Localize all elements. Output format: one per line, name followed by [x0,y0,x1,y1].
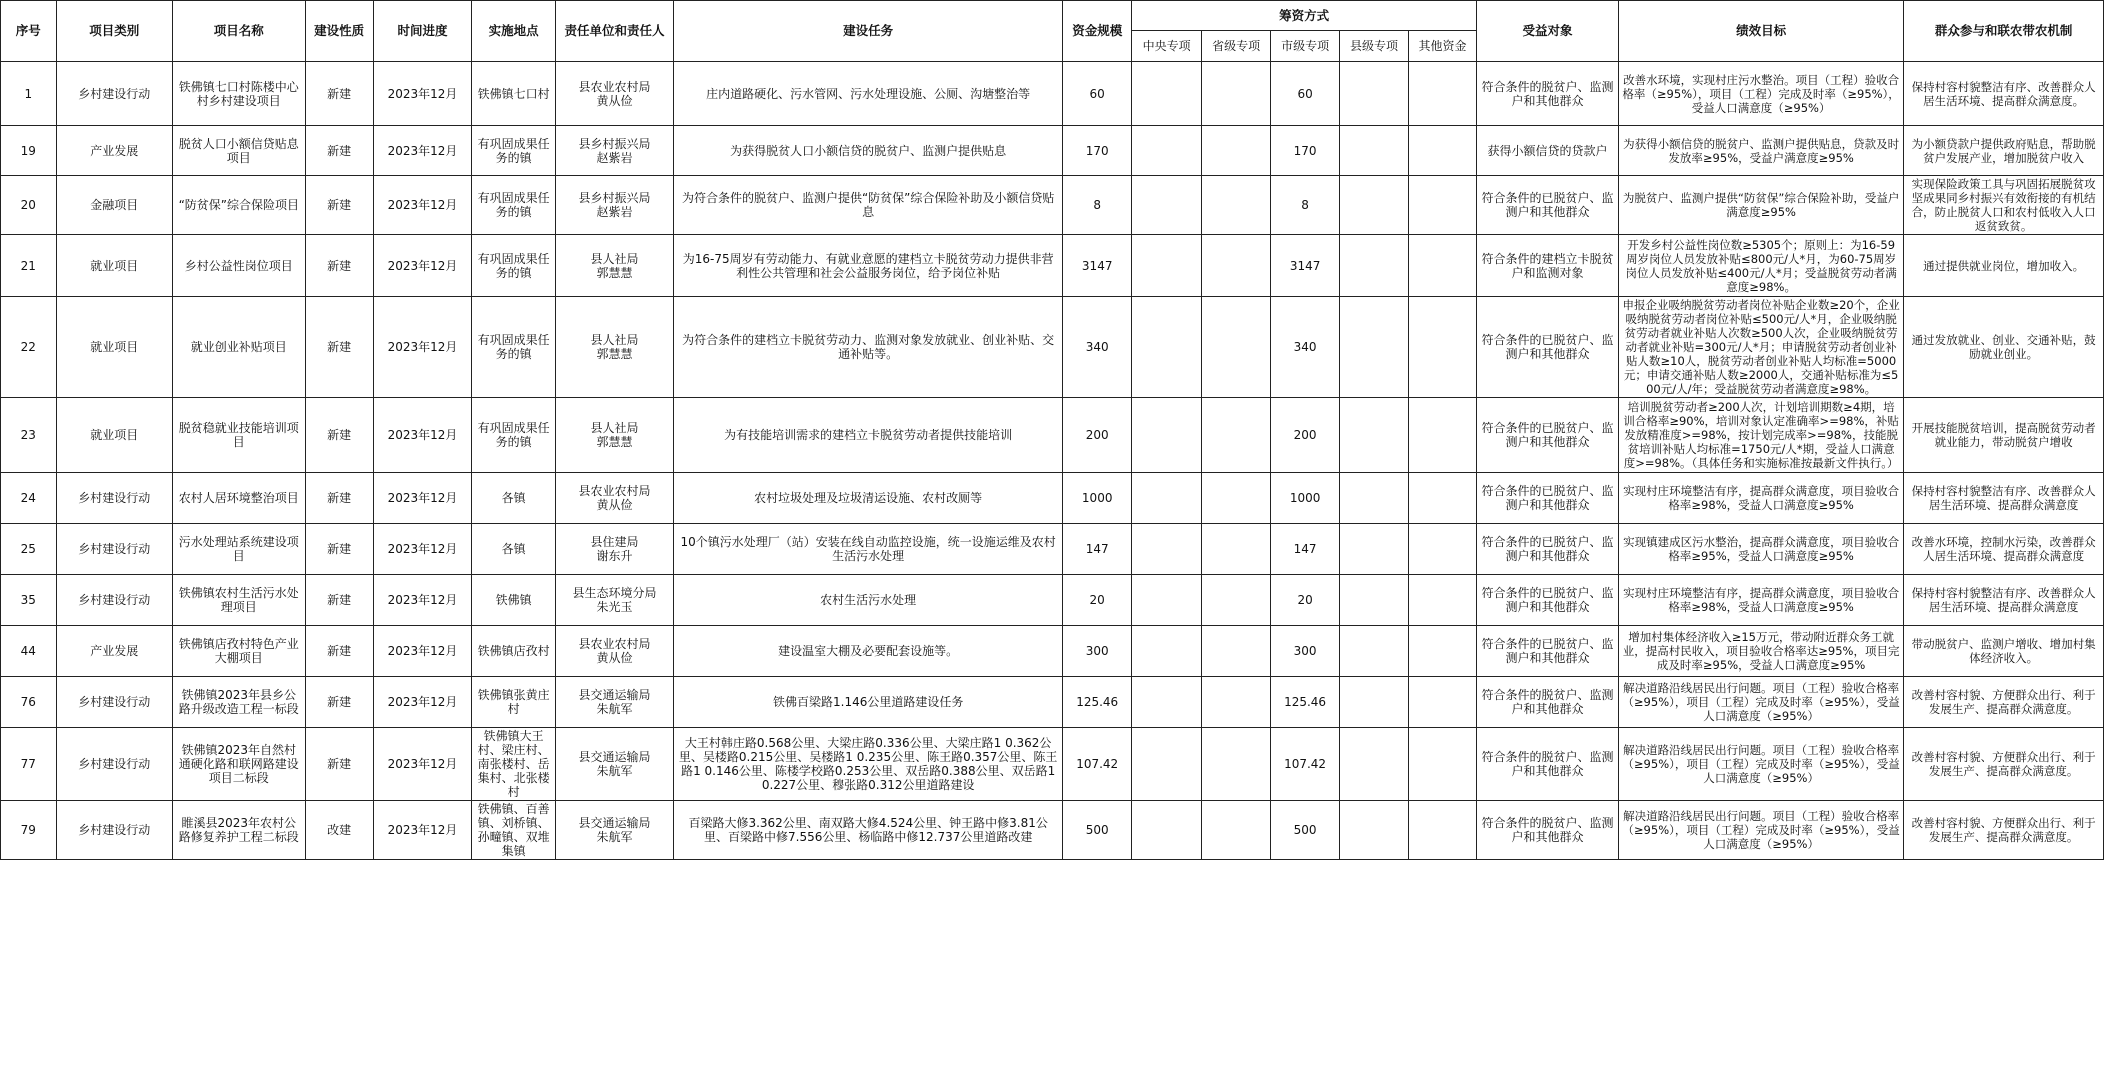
cell-nature: 改建 [305,801,373,860]
cell-provincial [1202,398,1271,473]
cell-municipal: 8 [1271,176,1340,235]
cell-county [1340,677,1409,728]
cell-target: 实现村庄环境整洁有序，提高群众满意度，项目验收合格率≥98%，受益人口满意度≥95% [1619,473,1904,524]
cell-other [1409,677,1477,728]
cell-nature: 新建 [305,473,373,524]
cell-target: 增加村集体经济收入≥15万元，带动附近群众务工就业，提高村民收入，项目验收合格率达≥95%，项目完成及时率≥95%，受益人口满意度≥95% [1619,626,1904,677]
cell-name: 铁佛镇店孜村特色产业大棚项目 [172,626,305,677]
cell-schedule: 2023年12月 [373,524,472,575]
cell-scale: 340 [1063,297,1132,398]
cell-beneficiary: 符合条件的已脱贫户、监测户和其他群众 [1477,473,1619,524]
table-row [1,524,2104,575]
cell-category: 就业项目 [56,398,172,473]
cell-name: 铁佛镇农村生活污水处理项目 [172,575,305,626]
cell-county [1340,473,1409,524]
header-category: 项目类别 [56,1,172,62]
cell-scale: 200 [1063,398,1132,473]
cell-seq: 22 [1,297,57,398]
cell-seq: 23 [1,398,57,473]
cell-target: 申报企业吸纳脱贫劳动者岗位补贴企业数≥20个，企业吸纳脱贫劳动者岗位补贴≤500元/人*月，企业吸纳脱贫劳动者就业补贴人次数≥500人次，企业吸纳脱贫劳动者就业补贴=300元/人*月；申请脱贫劳动者创业补贴人数≥10人，脱贫劳动者创业补贴人均标准=5000元；申请交通补贴人数≥2000人，交通补贴标准为≤500元/人/年；受益脱贫劳动者满意度≥98%。 [1619,297,1904,398]
header-other: 其他资金 [1409,31,1477,62]
cell-name: 污水处理站系统建设项目 [172,524,305,575]
cell-schedule: 2023年12月 [373,62,472,126]
table-row [1,626,2104,677]
cell-provincial [1202,801,1271,860]
cell-category: 乡村建设行动 [56,575,172,626]
cell-county [1340,297,1409,398]
cell-location: 铁佛镇 [472,575,555,626]
cell-task: 铁佛百梁路1.146公里道路建设任务 [674,677,1063,728]
cell-scale: 20 [1063,575,1132,626]
cell-county [1340,398,1409,473]
cell-category: 就业项目 [56,297,172,398]
cell-other [1409,297,1477,398]
cell-name: 就业创业补贴项目 [172,297,305,398]
cell-task: 农村垃圾处理及垃圾清运设施、农村改厕等 [674,473,1063,524]
cell-other [1409,62,1477,126]
cell-beneficiary: 符合条件的已脱贫户、监测户和其他群众 [1477,297,1619,398]
cell-location: 有巩固成果任务的镇 [472,176,555,235]
header-target: 绩效目标 [1619,1,1904,62]
cell-provincial [1202,473,1271,524]
cell-mechanism: 改善村容村貌、方便群众出行、利于发展生产、提高群众满意度。 [1904,728,2104,801]
cell-location: 铁佛镇张黄庄村 [472,677,555,728]
cell-nature: 新建 [305,235,373,297]
cell-beneficiary: 符合条件的脱贫户、监测户和其他群众 [1477,62,1619,126]
cell-scale: 170 [1063,126,1132,176]
cell-county [1340,801,1409,860]
cell-municipal: 1000 [1271,473,1340,524]
table-row [1,62,2104,126]
cell-owner: 县农业农村局 黄从俭 [555,473,673,524]
cell-seq: 35 [1,575,57,626]
cell-nature: 新建 [305,126,373,176]
cell-task: 10个镇污水处理厂（站）安装在线自动监控设施，统一设施运维及农村生活污水处理 [674,524,1063,575]
cell-category: 就业项目 [56,235,172,297]
cell-schedule: 2023年12月 [373,473,472,524]
cell-seq: 21 [1,235,57,297]
cell-task: 农村生活污水处理 [674,575,1063,626]
cell-owner: 县生态环境分局 朱光玉 [555,575,673,626]
cell-category: 乡村建设行动 [56,677,172,728]
cell-provincial [1202,297,1271,398]
table-row [1,801,2104,860]
cell-county [1340,575,1409,626]
cell-central [1132,176,1202,235]
cell-seq: 19 [1,126,57,176]
cell-location: 有巩固成果任务的镇 [472,398,555,473]
cell-beneficiary: 符合条件的脱贫户、监测户和其他群众 [1477,801,1619,860]
cell-mechanism: 保持村容村貌整洁有序、改善群众人居生活环境、提高群众满意度 [1904,575,2104,626]
cell-beneficiary: 符合条件的已脱贫户、监测户和其他群众 [1477,398,1619,473]
cell-municipal: 500 [1271,801,1340,860]
cell-provincial [1202,235,1271,297]
table-row [1,677,2104,728]
cell-location: 各镇 [472,473,555,524]
table-row [1,297,2104,398]
cell-central [1132,575,1202,626]
cell-beneficiary: 符合条件的建档立卡脱贫户和监测对象 [1477,235,1619,297]
cell-beneficiary: 符合条件的已脱贫户、监测户和其他群众 [1477,524,1619,575]
cell-location: 铁佛镇大王村、梁庄村、南张楼村、岳集村、北张楼村 [472,728,555,801]
header-name: 项目名称 [172,1,305,62]
cell-other [1409,235,1477,297]
cell-owner: 县住建局 谢东升 [555,524,673,575]
cell-owner: 县交通运输局 朱航军 [555,728,673,801]
table-row [1,728,2104,801]
cell-municipal: 170 [1271,126,1340,176]
cell-name: 脱贫人口小额信贷贴息项目 [172,126,305,176]
cell-schedule: 2023年12月 [373,297,472,398]
cell-municipal: 125.46 [1271,677,1340,728]
cell-name: 乡村公益性岗位项目 [172,235,305,297]
cell-owner: 县人社局 郭慧慧 [555,398,673,473]
cell-seq: 76 [1,677,57,728]
header-central: 中央专项 [1132,31,1202,62]
header-owner: 责任单位和责任人 [555,1,673,62]
cell-category: 乡村建设行动 [56,473,172,524]
cell-owner: 县农业农村局 黄从俭 [555,626,673,677]
cell-other [1409,473,1477,524]
cell-central [1132,473,1202,524]
cell-municipal: 107.42 [1271,728,1340,801]
cell-mechanism: 改善水环境，控制水污染，改善群众人居生活环境、提高群众满意度 [1904,524,2104,575]
cell-category: 金融项目 [56,176,172,235]
cell-category: 产业发展 [56,126,172,176]
table-row [1,126,2104,176]
cell-other [1409,801,1477,860]
cell-nature: 新建 [305,524,373,575]
cell-seq: 20 [1,176,57,235]
cell-seq: 77 [1,728,57,801]
cell-target: 为获得小额信贷的脱贫户、监测户提供贴息，贷款及时发放率≥95%，受益户满意度≥95% [1619,126,1904,176]
cell-nature: 新建 [305,297,373,398]
cell-target: 开发乡村公益性岗位数≥5305个；原则上：为16-59周岁岗位人员发放补贴≤800元/人*月，为60-75周岁岗位人员发放补贴≤400元/人*月；受益脱贫劳动者满意度≥98%。 [1619,235,1904,297]
cell-category: 乡村建设行动 [56,728,172,801]
cell-schedule: 2023年12月 [373,677,472,728]
header-funding: 筹资方式 [1132,1,1477,31]
header-task: 建设任务 [674,1,1063,62]
cell-beneficiary: 符合条件的脱贫户、监测户和其他群众 [1477,728,1619,801]
cell-seq: 79 [1,801,57,860]
cell-other [1409,524,1477,575]
cell-name: 铁佛镇七口村陈楼中心村乡村建设项目 [172,62,305,126]
cell-task: 庄内道路硬化、污水管网、污水处理设施、公厕、沟塘整治等 [674,62,1063,126]
cell-target: 解决道路沿线居民出行问题。项目（工程）验收合格率（≥95%），项目（工程）完成及时率（≥95%），受益人口满意度（≥95%） [1619,801,1904,860]
cell-task: 为符合条件的脱贫户、监测户提供“防贫保”综合保险补助及小额信贷贴息 [674,176,1063,235]
cell-scale: 107.42 [1063,728,1132,801]
cell-target: 实现村庄环境整洁有序，提高群众满意度，项目验收合格率≥98%，受益人口满意度≥95% [1619,575,1904,626]
cell-mechanism: 改善村容村貌、方便群众出行、利于发展生产、提高群众满意度。 [1904,677,2104,728]
cell-beneficiary: 符合条件的已脱贫户、监测户和其他群众 [1477,176,1619,235]
cell-name: 铁佛镇2023年县乡公路升级改造工程一标段 [172,677,305,728]
cell-mechanism: 保持村容村貌整洁有序、改善群众人居生活环境、提高群众满意度 [1904,473,2104,524]
cell-mechanism: 保持村容村貌整洁有序、改善群众人居生活环境、提高群众满意度。 [1904,62,2104,126]
cell-other [1409,176,1477,235]
cell-central [1132,297,1202,398]
cell-mechanism: 为小额贷款户提供政府贴息，帮助脱贫户发展产业，增加脱贫户收入 [1904,126,2104,176]
cell-municipal: 147 [1271,524,1340,575]
cell-provincial [1202,126,1271,176]
cell-location: 铁佛镇店孜村 [472,626,555,677]
cell-nature: 新建 [305,176,373,235]
cell-owner: 县农业农村局 黄从俭 [555,62,673,126]
cell-provincial [1202,575,1271,626]
header-municipal: 市级专项 [1271,31,1340,62]
cell-provincial [1202,626,1271,677]
cell-mechanism: 改善村容村貌、方便群众出行、利于发展生产、提高群众满意度。 [1904,801,2104,860]
cell-municipal: 340 [1271,297,1340,398]
cell-central [1132,626,1202,677]
cell-nature: 新建 [305,398,373,473]
cell-nature: 新建 [305,728,373,801]
cell-other [1409,126,1477,176]
cell-owner: 县人社局 郭慧慧 [555,235,673,297]
header-seq: 序号 [1,1,57,62]
cell-scale: 60 [1063,62,1132,126]
cell-provincial [1202,62,1271,126]
cell-schedule: 2023年12月 [373,398,472,473]
cell-task: 大王村韩庄路0.568公里、大梁庄路0.336公里、大梁庄路1 0.362公里、吴楼路0.215公里、吴楼路1 0.235公里、陈王路0.357公里、陈王路1 0.146公里、陈楼学校路0.253公里、双岳路0.388公里、双岳路1 0.227公里、穆张路0.312公里道路建设 [674,728,1063,801]
header-mechanism: 群众参与和联农带农机制 [1904,1,2104,62]
cell-schedule: 2023年12月 [373,575,472,626]
cell-name: 脱贫稳就业技能培训项目 [172,398,305,473]
cell-scale: 147 [1063,524,1132,575]
cell-central [1132,524,1202,575]
cell-task: 百梁路大修3.362公里、南双路大修4.524公里、钟王路中修3.81公里、百梁路中修7.556公里、杨临路中修12.737公里道路改建 [674,801,1063,860]
cell-location: 铁佛镇、百善镇、刘桥镇、孙疃镇、双堆集镇 [472,801,555,860]
cell-mechanism: 通过提供就业岗位，增加收入。 [1904,235,2104,297]
cell-central [1132,126,1202,176]
table-body [1,62,2104,860]
cell-mechanism: 实现保险政策工具与巩固拓展脱贫攻坚成果同乡村振兴有效衔接的有机结合，防止脱贫人口和农村低收入人口返贫致贫。 [1904,176,2104,235]
cell-scale: 3147 [1063,235,1132,297]
cell-mechanism: 带动脱贫户、监测户增收、增加村集体经济收入。 [1904,626,2104,677]
cell-task: 为16-75周岁有劳动能力、有就业意愿的建档立卡脱贫劳动力提供非营利性公共管理和社会公益服务岗位，给予岗位补贴 [674,235,1063,297]
cell-beneficiary: 符合条件的已脱贫户、监测户和其他群众 [1477,626,1619,677]
cell-scale: 8 [1063,176,1132,235]
cell-location: 铁佛镇七口村 [472,62,555,126]
cell-nature: 新建 [305,575,373,626]
cell-scale: 300 [1063,626,1132,677]
cell-owner: 县交通运输局 朱航军 [555,801,673,860]
cell-owner: 县人社局 郭慧慧 [555,297,673,398]
cell-municipal: 20 [1271,575,1340,626]
cell-mechanism: 开展技能脱贫培训，提高脱贫劳动者就业能力，带动脱贫户增收 [1904,398,2104,473]
cell-schedule: 2023年12月 [373,176,472,235]
cell-seq: 1 [1,62,57,126]
table-row [1,235,2104,297]
cell-target: 为脱贫户、监测户提供“防贫保”综合保险补助，受益户满意度≥95% [1619,176,1904,235]
cell-seq: 44 [1,626,57,677]
cell-schedule: 2023年12月 [373,235,472,297]
cell-municipal: 3147 [1271,235,1340,297]
cell-target: 培训脱贫劳动者≥200人次，计划培训期数≥4期，培训合格率≥90%，培训对象认定准确率>=98%，补贴发放精准度>=98%，按计划完成率>=98%，技能脱贫培训补贴人均标准=1750元/人*期，受益人口满意度>=98%。（具体任务和实施标准按最新文件执行。） [1619,398,1904,473]
cell-task: 为有技能培训需求的建档立卡脱贫劳动者提供技能培训 [674,398,1063,473]
cell-other [1409,728,1477,801]
cell-county [1340,626,1409,677]
cell-nature: 新建 [305,626,373,677]
cell-name: 农村人居环境整治项目 [172,473,305,524]
cell-seq: 24 [1,473,57,524]
cell-scale: 1000 [1063,473,1132,524]
cell-seq: 25 [1,524,57,575]
cell-schedule: 2023年12月 [373,126,472,176]
cell-target: 改善水环境，实现村庄污水整治。项目（工程）验收合格率（≥95%），项目（工程）完成及时率（≥95%），受益人口满意度（≥95%） [1619,62,1904,126]
cell-category: 产业发展 [56,626,172,677]
cell-target: 实现镇建成区污水整治，提高群众满意度，项目验收合格率≥95%，受益人口满意度≥95% [1619,524,1904,575]
cell-municipal: 200 [1271,398,1340,473]
header-location: 实施地点 [472,1,555,62]
table-row [1,176,2104,235]
cell-task: 建设温室大棚及必要配套设施等。 [674,626,1063,677]
cell-county [1340,235,1409,297]
cell-target: 解决道路沿线居民出行问题。项目（工程）验收合格率（≥95%），项目（工程）完成及时率（≥95%），受益人口满意度（≥95%） [1619,728,1904,801]
cell-scale: 125.46 [1063,677,1132,728]
header-county: 县级专项 [1340,31,1409,62]
cell-location: 有巩固成果任务的镇 [472,297,555,398]
cell-central [1132,235,1202,297]
cell-category: 乡村建设行动 [56,524,172,575]
cell-location: 有巩固成果任务的镇 [472,126,555,176]
cell-category: 乡村建设行动 [56,62,172,126]
cell-name: “防贫保”综合保险项目 [172,176,305,235]
cell-other [1409,575,1477,626]
cell-target: 解决道路沿线居民出行问题。项目（工程）验收合格率（≥95%），项目（工程）完成及时率（≥95%），受益人口满意度（≥95%） [1619,677,1904,728]
cell-owner: 县交通运输局 朱航军 [555,677,673,728]
cell-other [1409,626,1477,677]
cell-schedule: 2023年12月 [373,728,472,801]
cell-central [1132,398,1202,473]
header-nature: 建设性质 [305,1,373,62]
cell-provincial [1202,524,1271,575]
cell-county [1340,728,1409,801]
cell-municipal: 60 [1271,62,1340,126]
cell-location: 有巩固成果任务的镇 [472,235,555,297]
cell-scale: 500 [1063,801,1132,860]
table-row [1,575,2104,626]
cell-schedule: 2023年12月 [373,801,472,860]
cell-owner: 县乡村振兴局 赵紫岩 [555,176,673,235]
cell-nature: 新建 [305,62,373,126]
cell-name: 铁佛镇2023年自然村通硬化路和联网路建设项目二标段 [172,728,305,801]
cell-municipal: 300 [1271,626,1340,677]
header-scale: 资金规模 [1063,1,1132,62]
cell-owner: 县乡村振兴局 赵紫岩 [555,126,673,176]
cell-provincial [1202,728,1271,801]
cell-schedule: 2023年12月 [373,626,472,677]
cell-county [1340,176,1409,235]
cell-central [1132,677,1202,728]
cell-mechanism: 通过发放就业、创业、交通补贴，鼓励就业创业。 [1904,297,2104,398]
cell-central [1132,728,1202,801]
cell-location: 各镇 [472,524,555,575]
cell-category: 乡村建设行动 [56,801,172,860]
cell-task: 为获得脱贫人口小额信贷的脱贫户、监测户提供贴息 [674,126,1063,176]
cell-name: 睢溪县2023年农村公路修复养护工程二标段 [172,801,305,860]
cell-nature: 新建 [305,677,373,728]
cell-provincial [1202,677,1271,728]
cell-county [1340,126,1409,176]
header-beneficiary: 受益对象 [1477,1,1619,62]
cell-beneficiary: 符合条件的已脱贫户、监测户和其他群众 [1477,575,1619,626]
cell-beneficiary: 符合条件的脱贫户、监测户和其他群众 [1477,677,1619,728]
cell-beneficiary: 获得小额信贷的贷款户 [1477,126,1619,176]
cell-task: 为符合条件的建档立卡脱贫劳动力、监测对象发放就业、创业补贴、交通补贴等。 [674,297,1063,398]
header-schedule: 时间进度 [373,1,472,62]
header-provincial: 省级专项 [1202,31,1271,62]
cell-central [1132,62,1202,126]
cell-county [1340,62,1409,126]
cell-provincial [1202,176,1271,235]
cell-other [1409,398,1477,473]
cell-central [1132,801,1202,860]
cell-county [1340,524,1409,575]
table-row [1,473,2104,524]
table-row [1,398,2104,473]
